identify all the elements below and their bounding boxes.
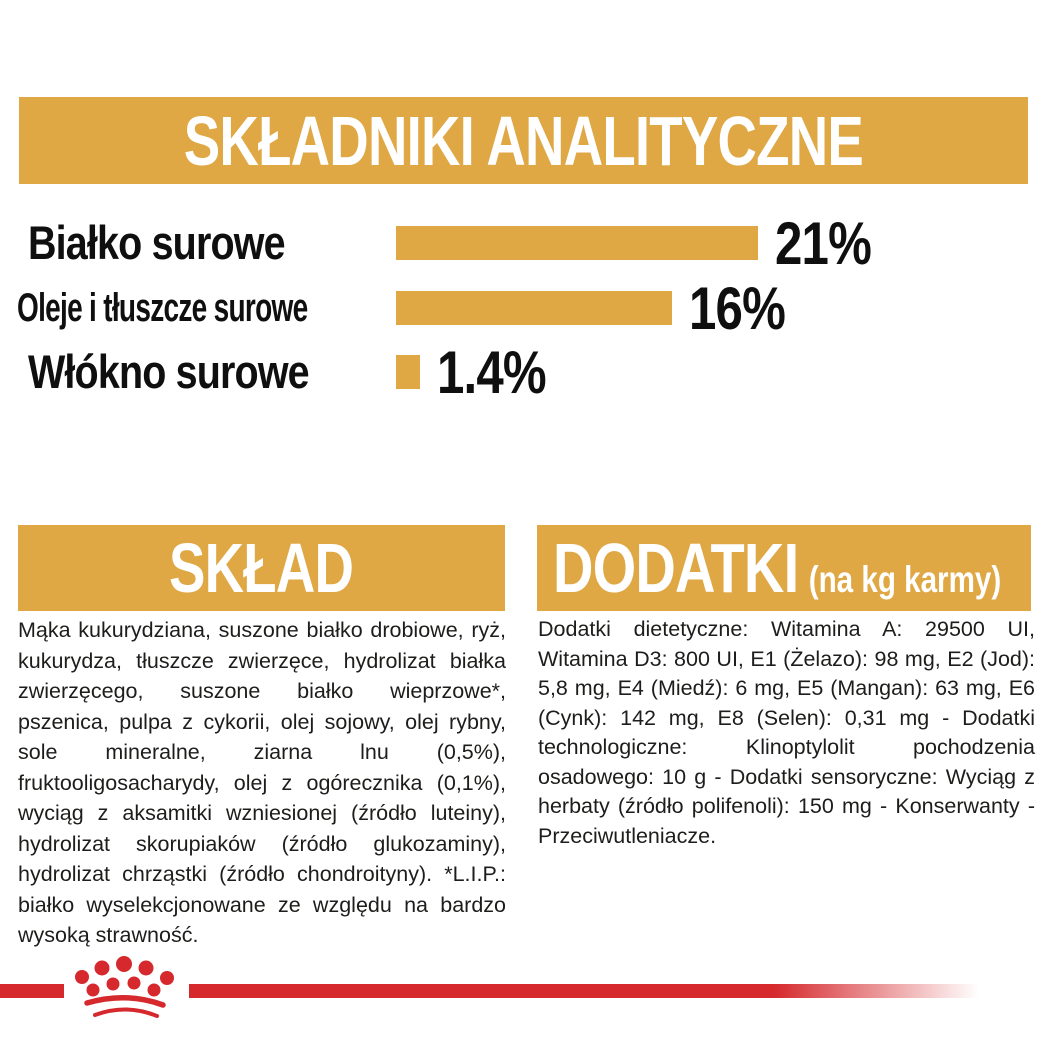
additives-body: Dodatki dietetyczne: Witamina A: 29500 UI, Witamina D3: 800 UI, E1 (Żelazo): 98 mg, E2 (Jod): 5,8 mg, E4 (Miedź): 6 mg, E5 (Mangan): 63 mg, E6 (Cynk): 142 mg, E8 (Selen): 0,31 mg - Dodatki technologiczne: Klinoptylolit pochodzenia osadowego: 10 g - Dodatki sensoryczne: Wyciąg z herbaty (źródło polifenoli): 150 mg - Konserwanty - Przeciwutleniacze. bbox=[538, 617, 1035, 848]
analytical-constituents-title: SKŁADNIKI ANALITYCZNE bbox=[183, 101, 864, 180]
chart-value-label: 21% bbox=[775, 210, 872, 277]
chart-category-label: Oleje i tłuszcze surowe bbox=[17, 286, 308, 330]
composition-body: Mąka kukurydziana, suszone białko drobiowe, ryż, kukurydza, tłuszcze zwierzęce, hydrolizat białka zwierzęcego, suszone białko wieprzowe*, pszenica, pulpa z cykorii, olej sojowy, olej rybny, sole mineralne, ziarna lnu (0,5%), fruktooligosacharydy, olej z ogórecznika (0,1%), wyciąg z aksamitki wzniesionej (źródło luteiny), hydrolizat skorupiaków (źródło glukozaminy), hydrolizat chrząstki (źródło chondroityny). *L.I.P.: białko wyselekcjonowane ze względu na bardzo wysoką strawność. bbox=[18, 618, 506, 947]
additives-header bbox=[537, 525, 1031, 611]
additives-title: DODATKI bbox=[553, 529, 799, 607]
footer-red-rule-left bbox=[0, 984, 64, 998]
chart-category-label: Włókno surowe bbox=[28, 345, 309, 398]
composition-title: SKŁAD bbox=[169, 529, 354, 607]
composition-header bbox=[18, 525, 505, 611]
chart-category-label: Białko surowe bbox=[28, 216, 285, 269]
chart-bar bbox=[396, 291, 672, 325]
chart-row bbox=[0, 210, 1049, 277]
footer-red-rule-right bbox=[189, 984, 979, 998]
chart-row bbox=[0, 275, 1049, 342]
chart-value-label: 1.4% bbox=[437, 339, 546, 406]
chart-row bbox=[0, 339, 1049, 406]
chart-bar bbox=[396, 226, 758, 260]
royal-canin-crown-logo-icon bbox=[73, 953, 175, 1021]
additives-title-suffix: (na kg karmy) bbox=[808, 559, 1002, 600]
additives-title-line bbox=[553, 529, 1002, 607]
analytical-bar-chart bbox=[0, 0, 1049, 420]
chart-bar bbox=[396, 355, 420, 389]
chart-value-label: 16% bbox=[689, 275, 786, 342]
